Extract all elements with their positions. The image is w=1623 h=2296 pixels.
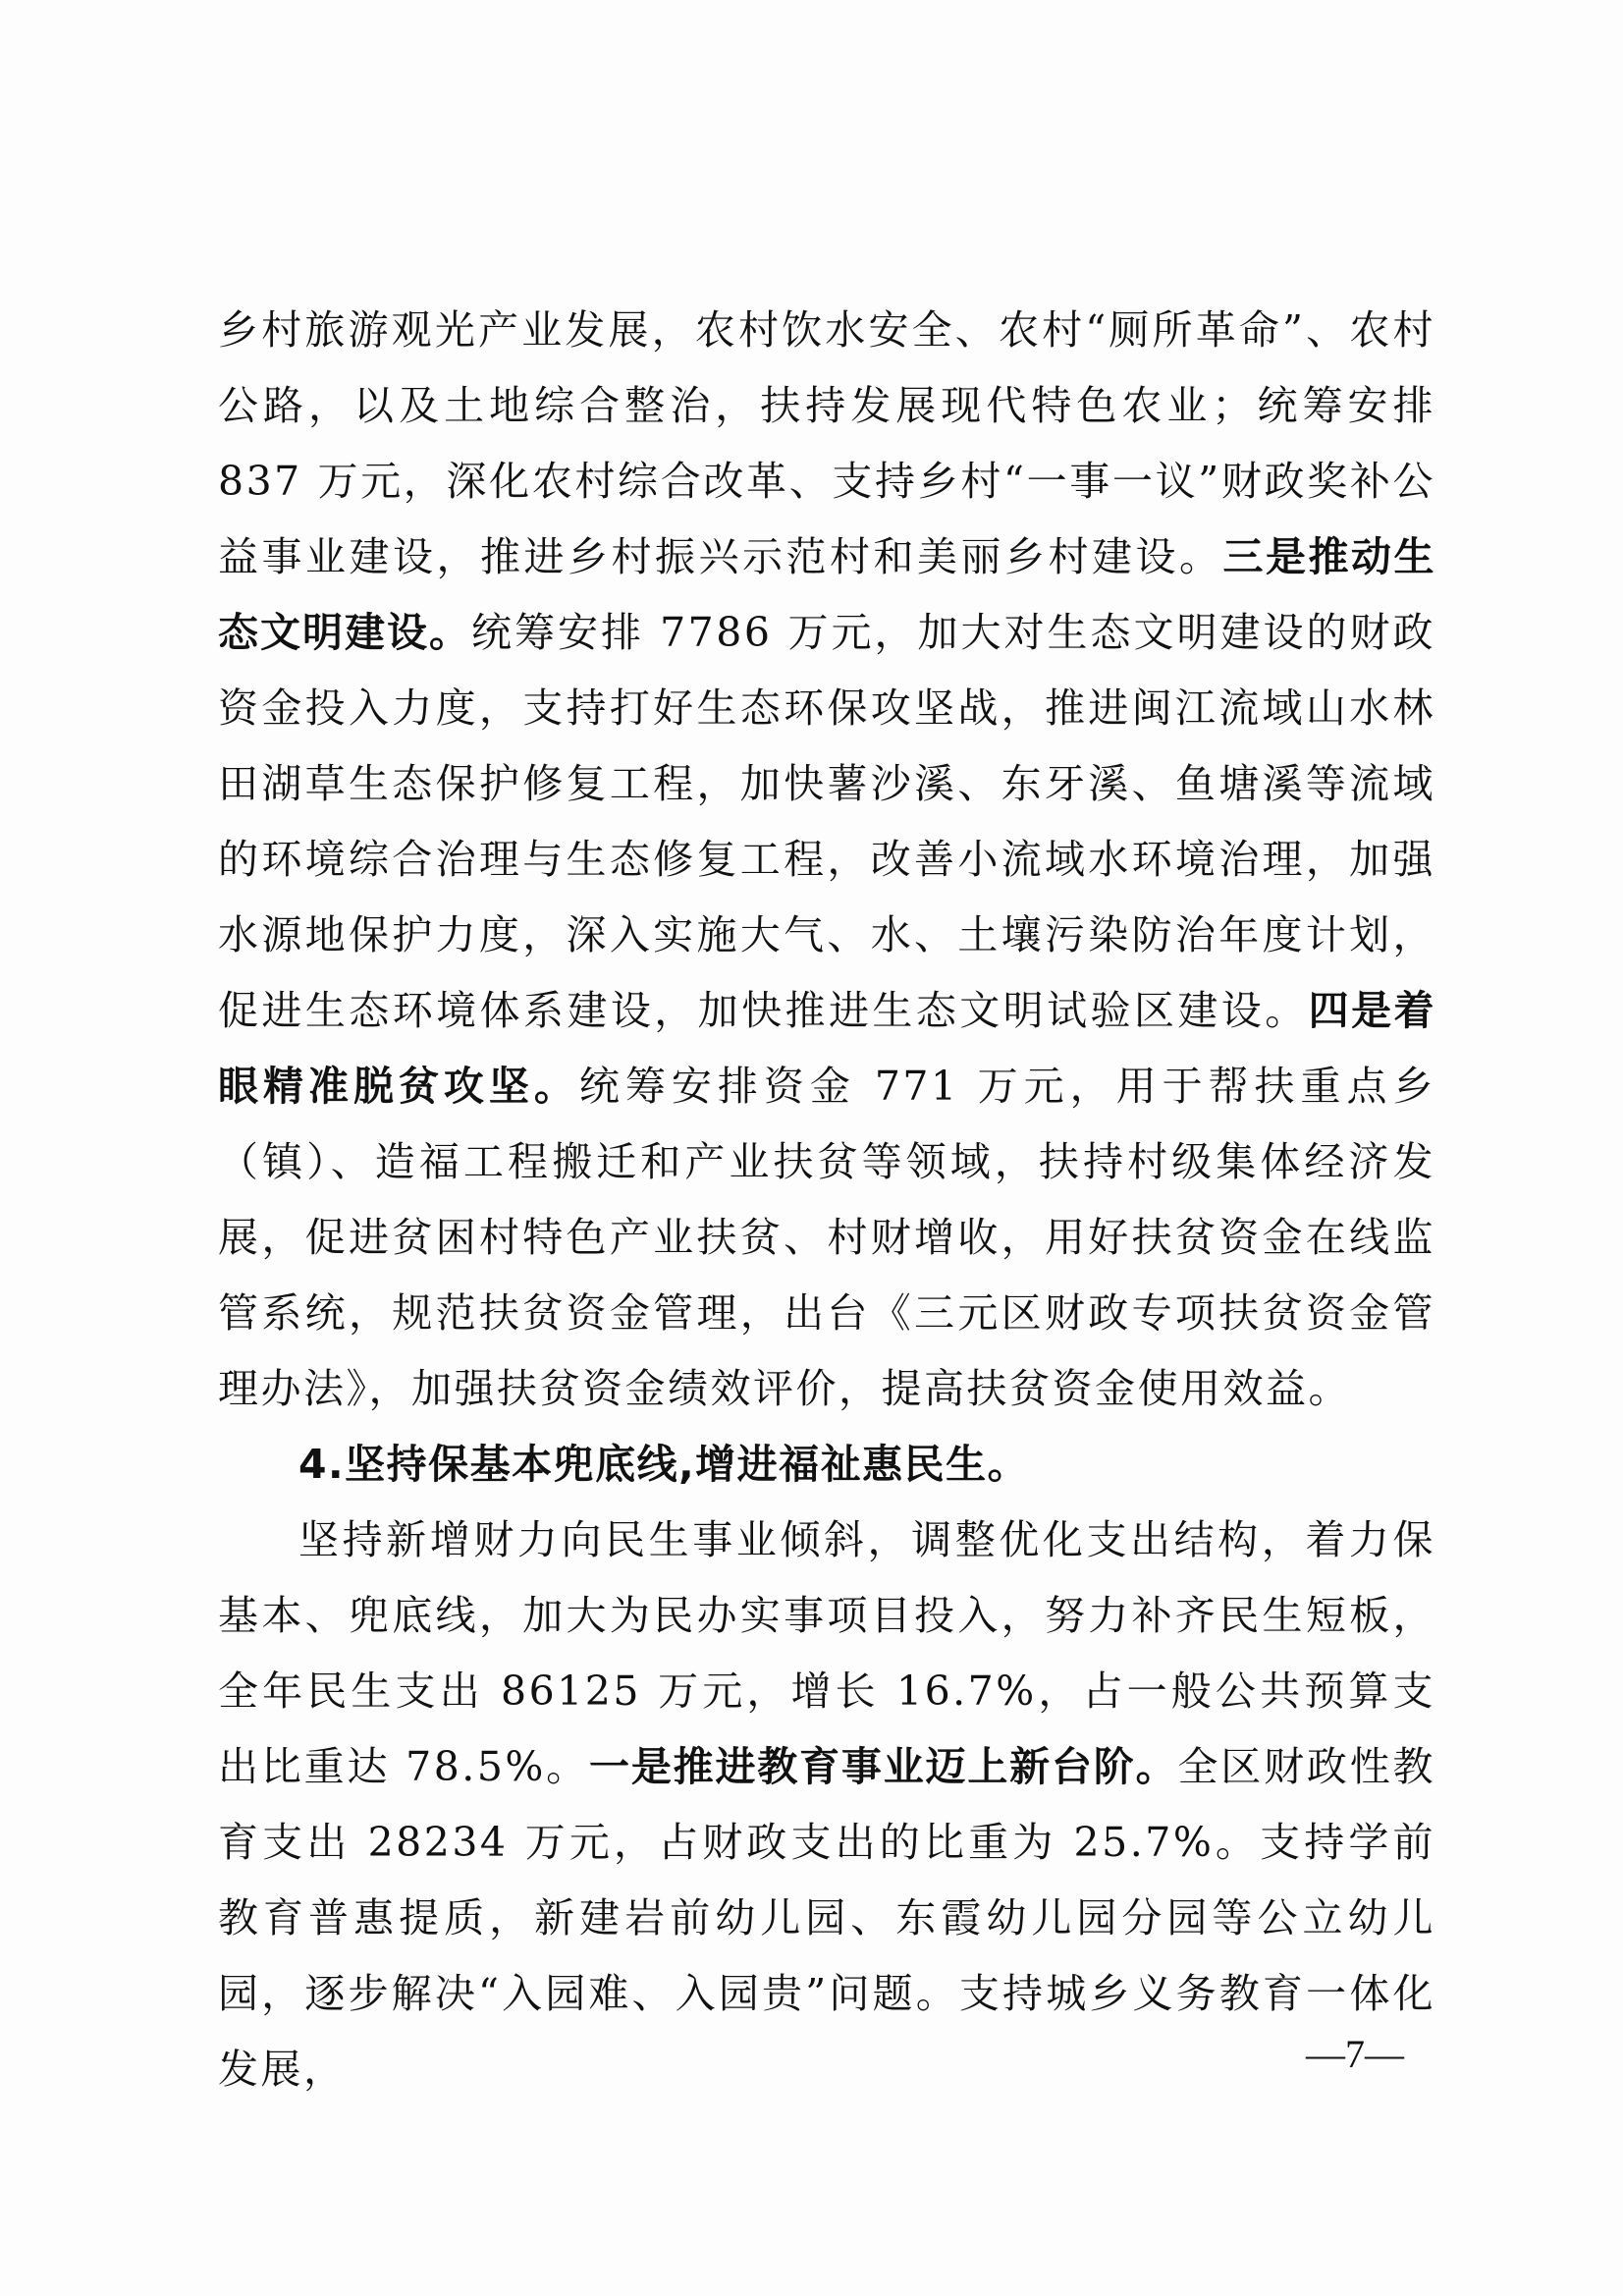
text-livelihood-spending: 坚持新增财力向民生事业倾斜，调整优化支出结构，着力保基本、兜底线，加大为民办实事项目投入，努力补齐民生短板，全年民生支出 86125 万元，增长 16.7%，占一般公共预算支出比重达 78.5%。 — [218, 1516, 1435, 1790]
section-heading: 4.坚持保基本兜底线,增进福祉惠民生。 — [298, 1441, 1030, 1488]
bold-ecological-civilization: 三是推动生态文明建设。 — [218, 533, 1435, 656]
text-rural-development: 乡村旅游观光产业发展，农村饮水安全、农村“厕所革命”、农村公路，以及土地综合整治，扶持发展现代特色农业；统筹安排837 万元，深化农村综合改革、支持乡村“一事一议”财政奖补公益事业建设，推进乡村振兴示范村和美丽乡村建设。 — [218, 306, 1435, 580]
text-poverty-funding: 统筹安排资金 771 万元，用于帮扶重点乡（镇）、造福工程搬迁和产业扶贫等领域，扶持村级集体经济发展，促进贫困村特色产业扶贫、村财增收，用好扶贫资金在线监管系统，规范扶贫资金管理，出台《三元区财政专项扶贫资金管理办法》，加强扶贫资金绩效评价，提高扶贫资金使用效益。 — [218, 1063, 1436, 1412]
text-ecological-funding: 统筹安排 7786 万元，加大对生态文明建设的财政资金投入力度，支持打好生态环保攻坚战，推进闽江流域山水林田湖草生态保护修复工程，加快薯沙溪、东牙溪、鱼塘溪等流域的环境综合治理与生态修复工程，改善小流域水环境治理，加强水源地保护力度，深入实施大气、水、土壤污染防治年度计划，促进生态环境体系建设，加快推进生态文明试验区建设。 — [218, 609, 1436, 1034]
bold-education: 一是推进教育事业迈上新台阶。 — [589, 1743, 1178, 1790]
page-number: —7— — [1306, 2032, 1404, 2076]
text-education-spending: 全区财政性教育支出 28234 万元，占财政支出的比重为 25.7%。支持学前教育普惠提质，新建岩前幼儿园、东霞幼儿园分园等公立幼儿园，逐步解决“入园难、入园贵”问题。支持城乡义务教育一体化发展， — [218, 1743, 1436, 2093]
bold-poverty-alleviation: 四是着眼精准脱贫攻坚。 — [218, 987, 1436, 1110]
paragraph-livelihood — [218, 1503, 1435, 2107]
body-text — [218, 293, 1435, 2107]
paragraph-rural-ecology-poverty — [218, 293, 1435, 1427]
